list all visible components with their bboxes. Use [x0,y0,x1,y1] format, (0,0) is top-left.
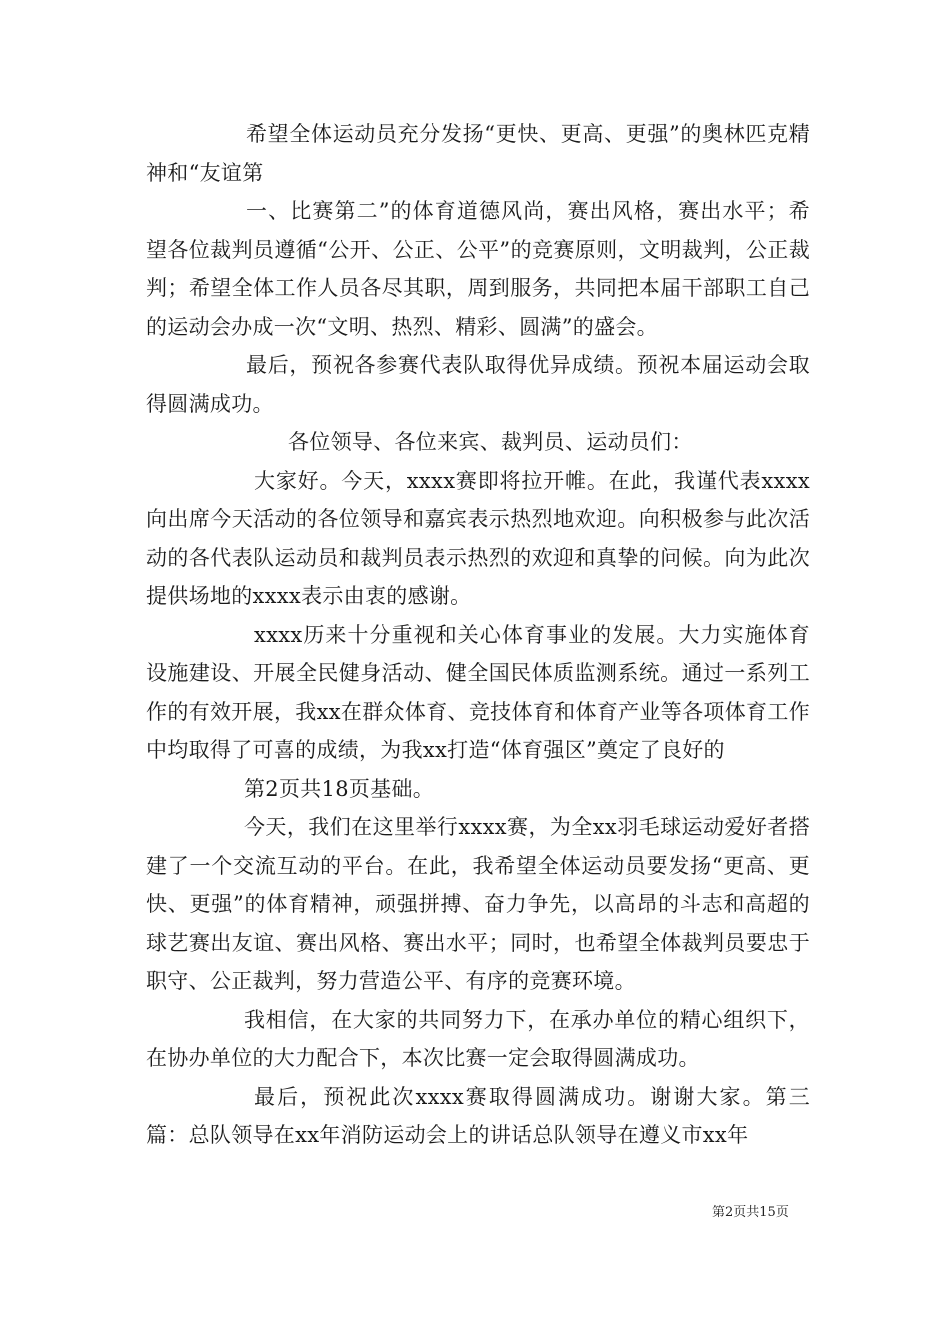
paragraph-welcome: 大家好。今天，xxxx赛即将拉开帷。在此，我谨代表xxxx向出席今天活动的各位领导和嘉宾表示热烈地欢迎。向积极参与此次活动的各代表队运动员和裁判员表示热烈的欢迎和真挚的问候。向为此次提供场地的xxxx表示由衷的感谢。 [146,468,810,608]
paragraph-closing-wishes: 最后，预祝各参赛代表队取得优异成绩。预祝本届运动会取得圆满成功。 [146,353,810,416]
paragraph-final-wishes: 最后，预祝此次xxxx赛取得圆满成功。谢谢大家。第三篇：总队领导在xx年消防运动会上的讲话总队领导在遵义市xx年 [146,1084,810,1147]
document-body [146,115,810,1155]
page-footer: 第2页共15页 [712,1205,789,1220]
paragraph-sports-development: xxxx历来十分重视和关心体育事业的发展。大力实施体育设施建设、开展全民健身活动、健全国民体质监测系统。通过一系列工作的有效开展，我xx在群众体育、竞技体育和体育产业等各项体育工作中均取得了可喜的成绩，为我xx打造“体育强区”奠定了良好的 [146,622,810,762]
paragraph-salutation: 各位领导、各位来宾、裁判员、运动员们： [288,430,693,454]
paragraph-olympic-spirit: 希望全体运动员充分发扬“更快、更高、更强”的奥林匹克精神和“友谊第 [146,122,810,185]
paragraph-referee-wishes: 一、比赛第二”的体育道德风尚，赛出风格，赛出水平；希望各位裁判员遵循“公开、公正、公平”的竞赛原则，文明裁判，公正裁判；希望全体工作人员各尽其职，周到服务，共同把本届干部职工自己的运动会办成一次“文明、热烈、精彩、圆满”的盛会。 [146,199,810,339]
paragraph-badminton-event: 今天，我们在这里举行xxxx赛，为全xx羽毛球运动爱好者搭建了一个交流互动的平台。在此，我希望全体运动员要发扬“更高、更快、更强”的体育精神，顽强拼搏、奋力争先，以高昂的斗志和高超的球艺赛出友谊、赛出风格、赛出水平；同时，也希望全体裁判员要忠于职守、公正裁判，努力营造公平、有序的竞赛环境。 [146,815,810,993]
paragraph-page-marker: 第2页共18页基础。 [244,776,435,801]
paragraph-confidence: 我相信，在大家的共同努力下，在承办单位的精心组织下，在协办单位的大力配合下，本次比赛一定会取得圆满成功。 [146,1007,810,1070]
